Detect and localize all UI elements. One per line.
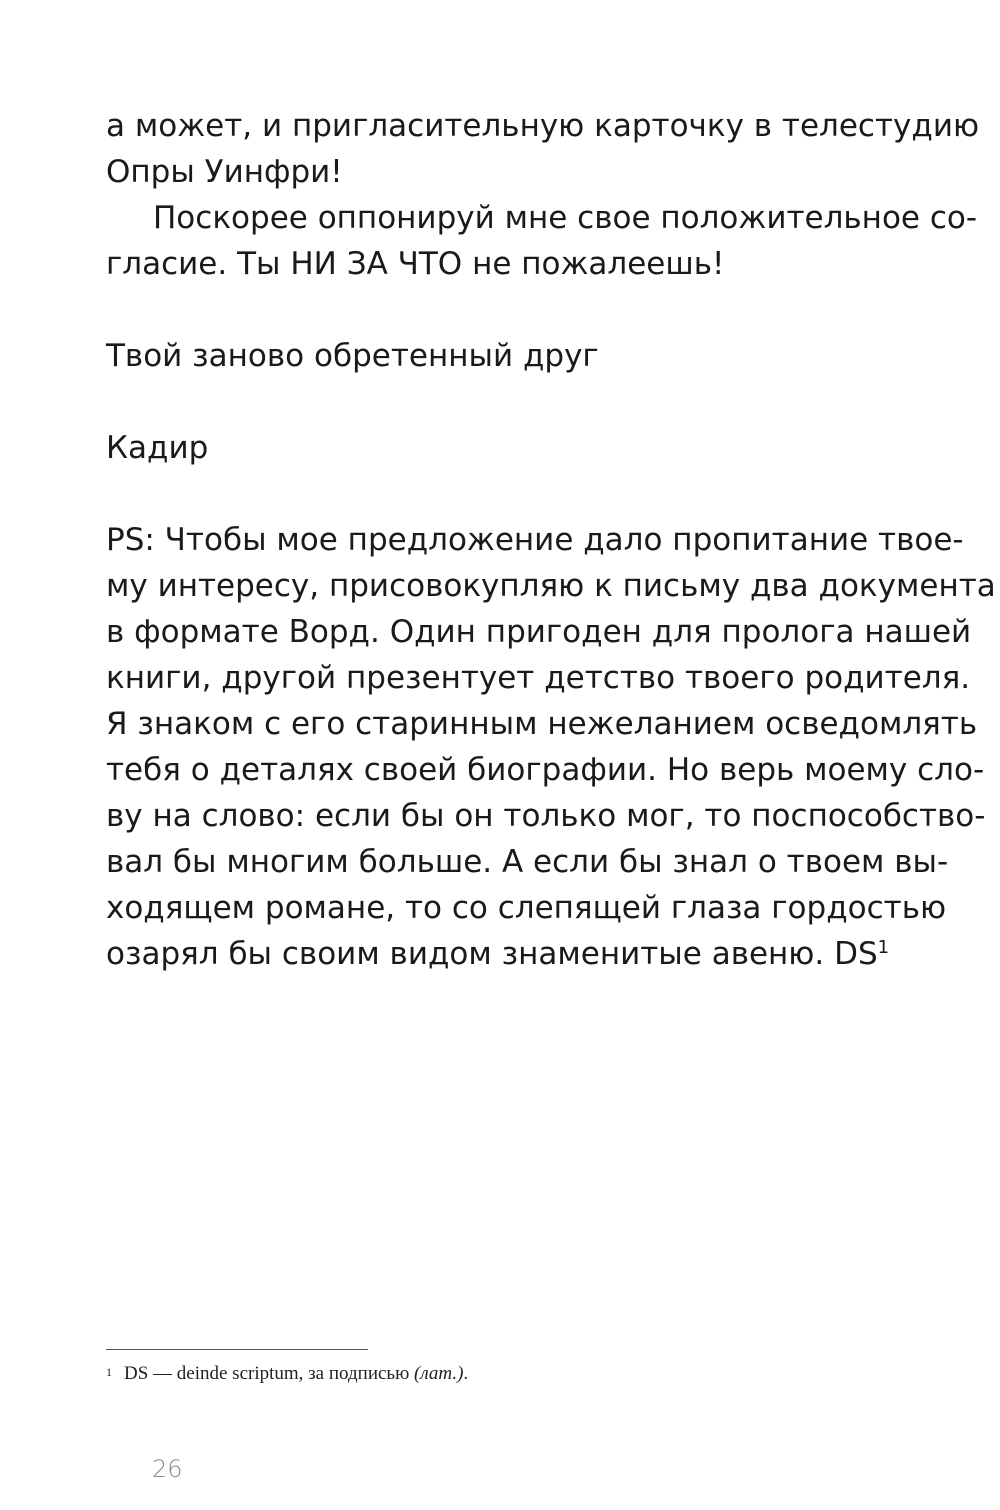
ps-line: PS: Чтобы мое предложение дало пропитание твое- [106,522,964,558]
ps-line: ву на слово: если бы он только мог, то поспособство- [106,798,986,834]
footnote-mark: 1 [106,1365,112,1379]
ps-line: книги, другой презентует детство твоего родителя. [106,660,971,696]
letter-closing: Твой заново обретенный друг [106,338,599,374]
ps-line: в формате Ворд. Один пригоден для пролога нашей [106,614,972,650]
ps-line: Я знаком с его старинным нежеланием осведомлять [106,706,978,742]
ps-last-line [106,931,946,977]
body-line: Опры Уинфри! [106,154,343,190]
page-number: 26 [152,1455,183,1483]
footnote-end: . [463,1363,469,1384]
ps-line: тебя о деталях своей биографии. Но верь моему сло- [106,752,985,788]
ps-line-text: озарял бы своим видом знаменитые авеню. DS [106,936,878,972]
footnote-italic: (лат.) [414,1363,464,1384]
ps-line: ходящем романе, то со слепящей глаза гордостью [106,890,947,926]
body-line: гласие. Ты НИ ЗА ЧТО не пожалеешь! [106,246,725,282]
body-line: а может, и пригласительную карточку в телестудию [106,108,980,144]
letter-signature: Кадир [106,430,209,466]
ps-line: вал бы многим больше. А если бы знал о твоем вы- [106,844,949,880]
footnote-reference[interactable]: 1 [877,937,890,958]
footnote [106,1360,468,1388]
footnote-text: DS — deinde scriptum, за подписью [124,1363,415,1384]
ps-line: му интересу, присовокупляю к письму два документа [106,568,996,604]
footnote-divider [106,1349,368,1350]
body-line: Поскорее оппонируй мне свое положительное со- [153,200,978,236]
